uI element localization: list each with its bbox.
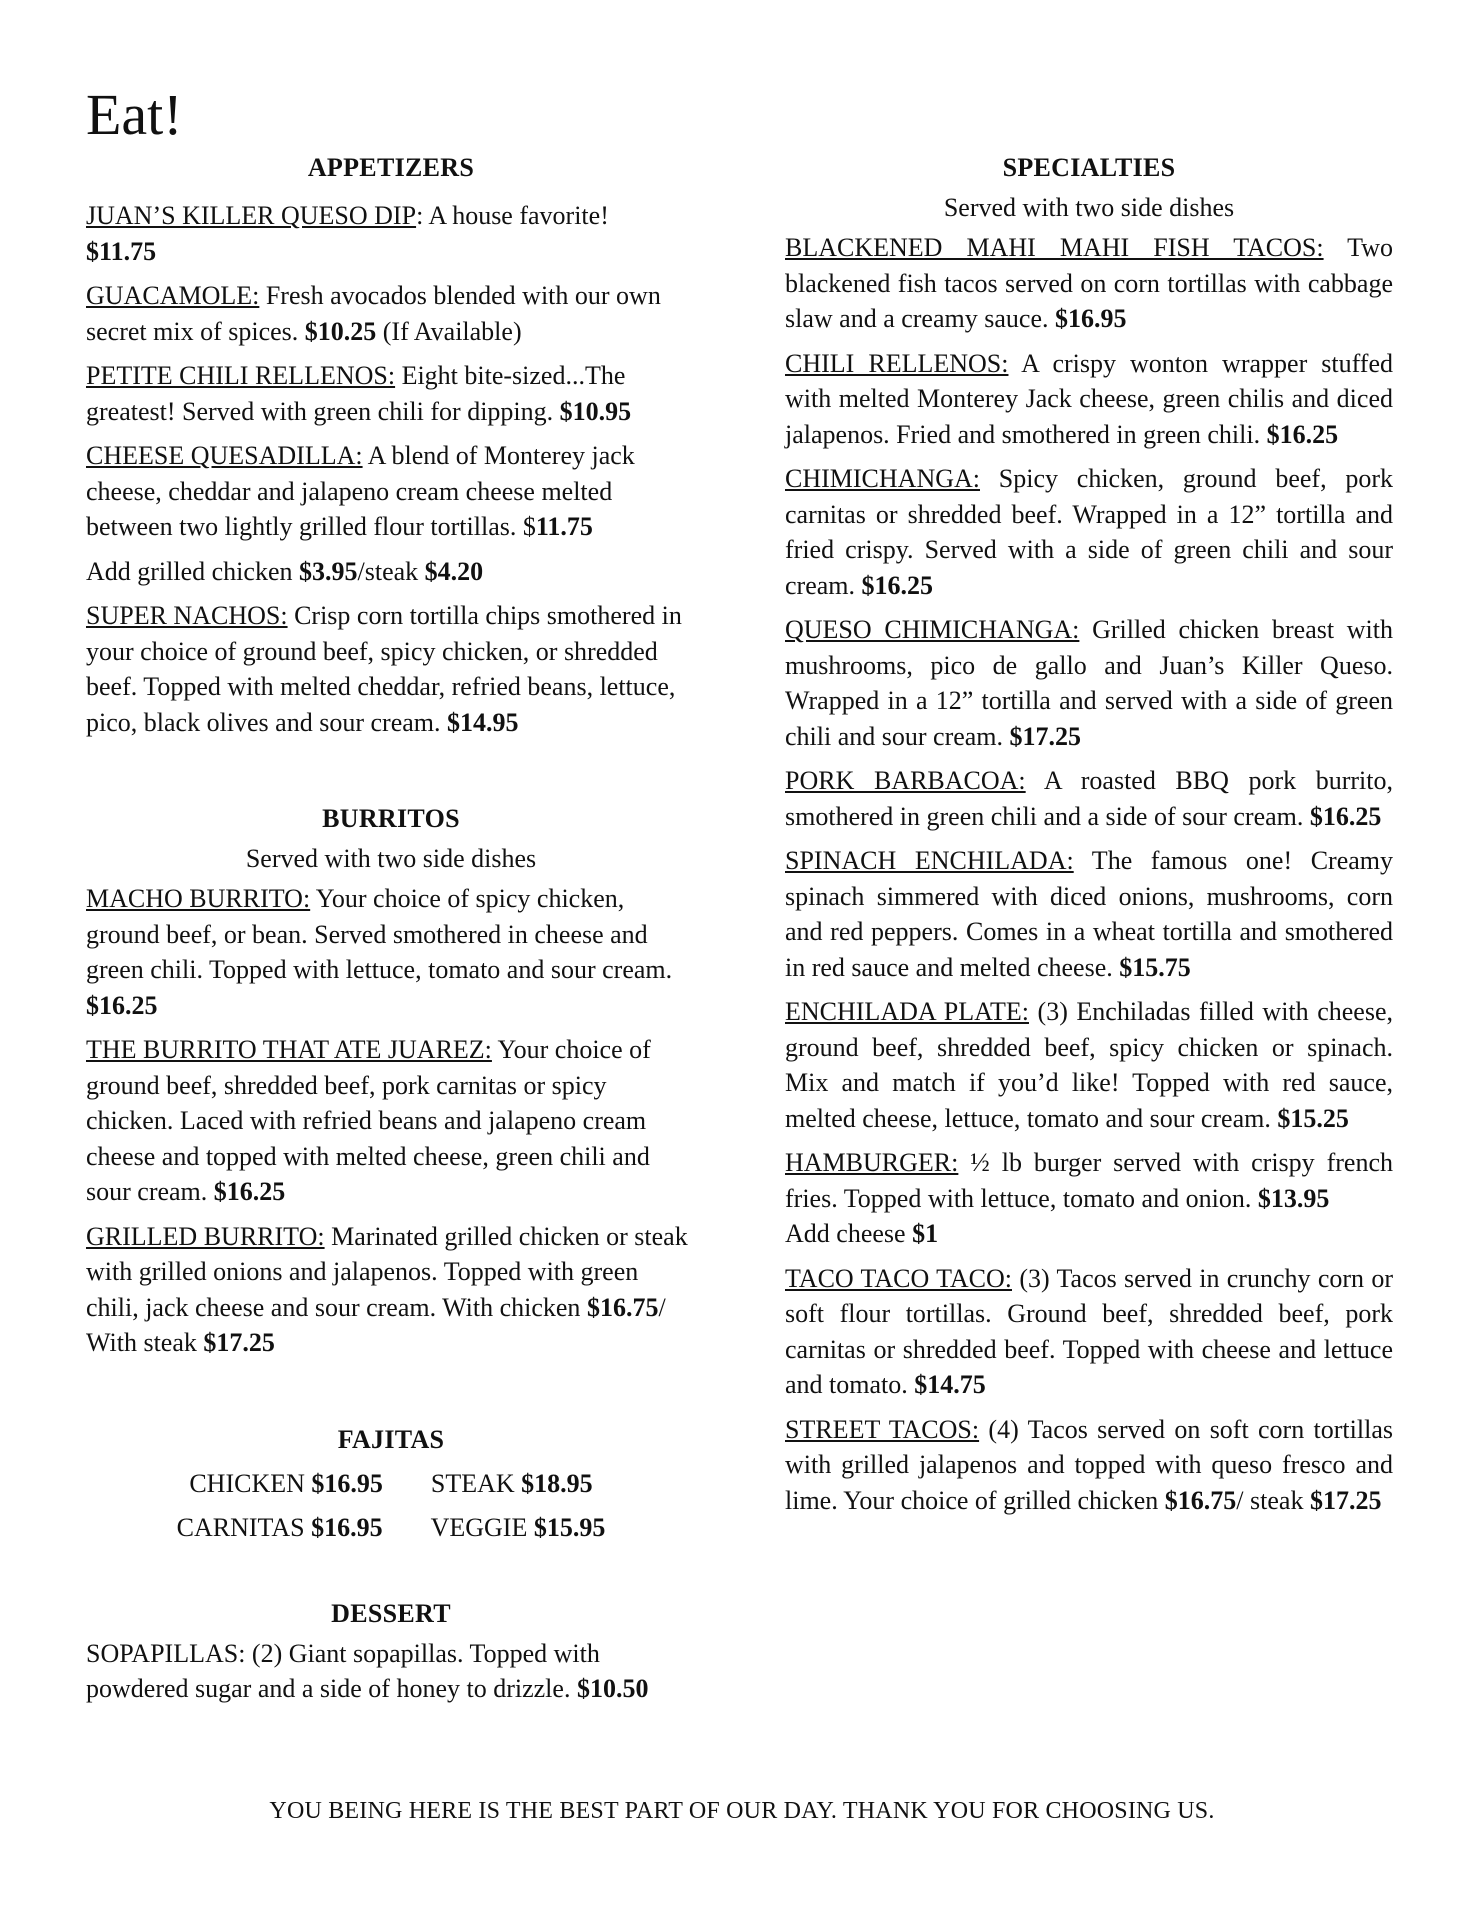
fajita-chicken <box>189 1462 383 1506</box>
item-price: $14.95 <box>447 707 519 737</box>
menu-item-enchilada-plate <box>785 994 1393 1136</box>
item-name: GUACAMOLE: <box>86 281 260 310</box>
item-name: CHEESE QUESADILLA: <box>86 441 363 470</box>
item-name: GRILLED BURRITO: <box>86 1221 325 1251</box>
left-column <box>86 148 696 1716</box>
item-desc: Eight bite-sized...The greatest! Served with green chili for dipping. <box>86 361 626 426</box>
menu-item-sopapillas <box>86 1636 696 1707</box>
item-name: SUPER NACHOS: <box>86 601 288 630</box>
item-price: $16.25 <box>86 990 158 1020</box>
item-price: $15.25 <box>1277 1103 1349 1133</box>
fajita-carnitas <box>177 1506 383 1550</box>
menu-item-chimichanga <box>785 461 1393 603</box>
specialties-heading: SPECIALTIES <box>1002 153 1176 182</box>
item-desc: Two blackened fish tacos served on corn tortillas with cabbage slaw and a creamy sauce. <box>785 233 1394 333</box>
fajita-veggie <box>431 1506 606 1550</box>
fajita-label: CARNITAS <box>176 1512 312 1542</box>
menu-item-petite-rellenos <box>86 358 696 429</box>
item-name: SPINACH ENCHILADA: <box>785 846 1074 875</box>
item-name: MACHO BURRITO: <box>86 884 311 913</box>
item-price: $16.25 <box>861 570 934 600</box>
item-price: $10.25 <box>304 316 377 346</box>
item-desc: / With steak <box>86 1292 666 1357</box>
item-price: $17.25 <box>1309 1485 1382 1515</box>
fajitas-row <box>86 1506 696 1550</box>
appetizers-heading: APPETIZERS <box>307 153 475 182</box>
item-name: THE BURRITO THAT ATE JUAREZ: <box>86 1035 492 1064</box>
fajita-price: $16.95 <box>311 1468 383 1498</box>
burritos-subtitle: Served with two side dishes <box>245 844 537 873</box>
fajita-price: $18.95 <box>521 1468 593 1498</box>
page-title: Eat! <box>86 82 183 147</box>
item-price: $16.25 <box>213 1177 286 1206</box>
item-desc: SOPAPILLAS: (2) Giant sopapillas. Topped with powdered sugar and a side of honey to drizzle. <box>86 1638 600 1703</box>
fajita-label: VEGGIE <box>430 1512 534 1542</box>
item-desc: (3) Enchiladas filled with cheese, ground beef, shredded beef, spicy chicken or spinach. Mix and match if you’d like! Topped with red sauce, melted cheese, lettuce, tomato and sour cream. <box>785 997 1393 1133</box>
menu-item-juarez-burrito <box>86 1032 696 1210</box>
fajita-label: STEAK <box>430 1468 522 1498</box>
item-desc: Your choice of ground beef, shredded beef, pork carnitas or spicy chicken. Laced with refried beans and jalapeno cream cheese and topped with melted cheese, green chili and sour cream. <box>86 1035 651 1206</box>
item-desc: The famous one! Creamy spinach simmered with diced onions, mushrooms, corn and red peppers. Comes in a wheat tortilla and smothered in red sauce and melted cheese. <box>785 846 1393 982</box>
item-price: $13.95 <box>1257 1183 1330 1213</box>
addon-price: $3.95 <box>299 556 358 586</box>
item-price: $17.25 <box>203 1328 275 1357</box>
fajitas-row <box>86 1462 696 1506</box>
menu-item-hamburger <box>785 1145 1393 1252</box>
item-price: $11.75 <box>86 236 157 266</box>
item-price: $16.75 <box>1164 1485 1237 1515</box>
menu-item-super-nachos <box>86 598 696 740</box>
item-price: $10.50 <box>576 1674 649 1703</box>
right-column <box>785 148 1393 1527</box>
item-desc: A crispy wonton wrapper stuffed with melted Monterey Jack cheese, green chilis and diced jalapenos. Fried and smothered in green chili. <box>785 348 1393 449</box>
item-price: $16.75 <box>586 1292 659 1322</box>
item-desc: A blend of Monterey jack cheese, cheddar and jalapeno cream cheese melted between two lightly grilled flour tortillas. $ <box>86 441 635 541</box>
fajita-label: CHICKEN <box>189 1468 312 1498</box>
menu-item-grilled-burrito <box>86 1219 696 1361</box>
addon-price: $4.20 <box>424 556 484 586</box>
menu-item-macho-burrito <box>86 881 696 1023</box>
addon-text: Add grilled chicken <box>86 556 299 586</box>
dessert-heading: DESSERT <box>331 1598 451 1628</box>
menu-item-pork-barbacoa <box>785 763 1393 834</box>
item-name: JUAN’S KILLER QUESO DIP <box>86 201 417 230</box>
item-desc: ½ lb burger served with crispy french fries. Topped with lettuce, tomato and onion. <box>785 1148 1393 1213</box>
item-desc: (3) Tacos served in crunchy corn or soft flour tortillas. Ground beef, shredded beef, pork carnitas or shredded beef. Topped with cheese and lettuce and tomato. <box>785 1263 1393 1399</box>
item-price: $17.25 <box>1009 721 1082 751</box>
item-name: CHIMICHANGA: <box>785 464 980 493</box>
fajitas-heading: FAJITAS <box>337 1424 445 1454</box>
item-name: ENCHILADA PLATE: <box>785 997 1029 1026</box>
menu-item-queso-chimichanga <box>785 612 1393 754</box>
item-name: BLACKENED MAHI MAHI FISH TACOS: <box>785 233 1324 262</box>
menu-item-mahi-tacos <box>785 230 1393 337</box>
item-price: $15.75 <box>1119 952 1191 982</box>
addon-text: /steak <box>357 556 425 586</box>
item-desc: : A house favorite! <box>416 201 609 230</box>
fajita-price: $16.95 <box>311 1512 383 1542</box>
item-note: (If Available) <box>376 316 522 346</box>
item-desc: Spicy chicken, ground beef, pork carnitas or shredded beef. Wrapped in a 12” tortilla and fried crispy. Served with a side of green chili and sour cream. <box>785 464 1393 600</box>
menu-item-spinach-enchilada <box>785 843 1393 985</box>
menu-item-quesadilla <box>86 438 696 545</box>
menu-item-guacamole <box>86 278 696 349</box>
item-price: $10.95 <box>559 396 632 426</box>
addon-text: Add cheese <box>785 1219 913 1248</box>
item-name: PETITE CHILI RELLENOS: <box>86 361 396 390</box>
fajita-price: $15.95 <box>533 1512 606 1542</box>
item-price: $14.75 <box>914 1370 986 1399</box>
item-price: $16.95 <box>1054 304 1127 333</box>
menu-item-street-tacos <box>785 1412 1393 1519</box>
item-name: STREET TACOS: <box>785 1414 980 1444</box>
item-desc: Marinated grilled chicken or steak with grilled onions and jalapenos. Topped with green chili, jack cheese and sour cream. With chicken <box>86 1221 688 1322</box>
item-desc: A roasted BBQ pork burrito, smothered in green chili and a side of sour cream. <box>785 766 1393 831</box>
item-desc: (4) Tacos served on soft corn tortillas with grilled jalapenos and topped with queso fresco and lime. Your choice of grilled chicken <box>785 1414 1393 1515</box>
item-desc: Fresh avocados blended with our own secret mix of spices. <box>86 281 661 346</box>
item-price: $16.25 <box>1309 801 1382 831</box>
item-desc: Grilled chicken breast with mushrooms, pico de gallo and Juan’s Killer Queso. Wrapped in a 12” tortilla and served with a side of green chili and sour cream. <box>785 615 1394 751</box>
item-price: 11.75 <box>535 512 593 541</box>
menu-item-queso-dip <box>86 198 696 269</box>
item-desc: / steak <box>1236 1485 1310 1515</box>
item-price: $16.25 <box>1266 419 1339 449</box>
menu-item-taco-taco-taco <box>785 1261 1393 1403</box>
item-desc: Your choice of spicy chicken, ground beef, or bean. Served smothered in cheese and green chili. Topped with lettuce, tomato and sour cream. <box>86 884 673 984</box>
item-name: CHILI RELLENOS: <box>785 348 1009 378</box>
item-name: HAMBURGER: <box>785 1148 959 1177</box>
item-name: QUESO CHIMICHANGA: <box>785 615 1080 644</box>
addon-price: $1 <box>912 1219 939 1248</box>
menu-item-addon <box>86 554 696 590</box>
item-name: TACO TACO TACO: <box>785 1263 1012 1293</box>
fajita-steak <box>431 1462 593 1506</box>
item-name: PORK BARBACOA: <box>785 766 1026 795</box>
menu-item-chili-rellenos <box>785 346 1393 453</box>
burritos-heading: BURRITOS <box>322 804 460 833</box>
specialties-subtitle: Served with two side dishes <box>943 193 1235 222</box>
item-desc: Crisp corn tortilla chips smothered in your choice of ground beef, spicy chicken, or shredded beef. Topped with melted cheddar, refried beans, lettuce, pico, black olives and sour cream. <box>86 601 682 737</box>
footer-message: YOU BEING HERE IS THE BEST PART OF OUR DAY. THANK YOU FOR CHOOSING US. <box>269 1798 1215 1824</box>
